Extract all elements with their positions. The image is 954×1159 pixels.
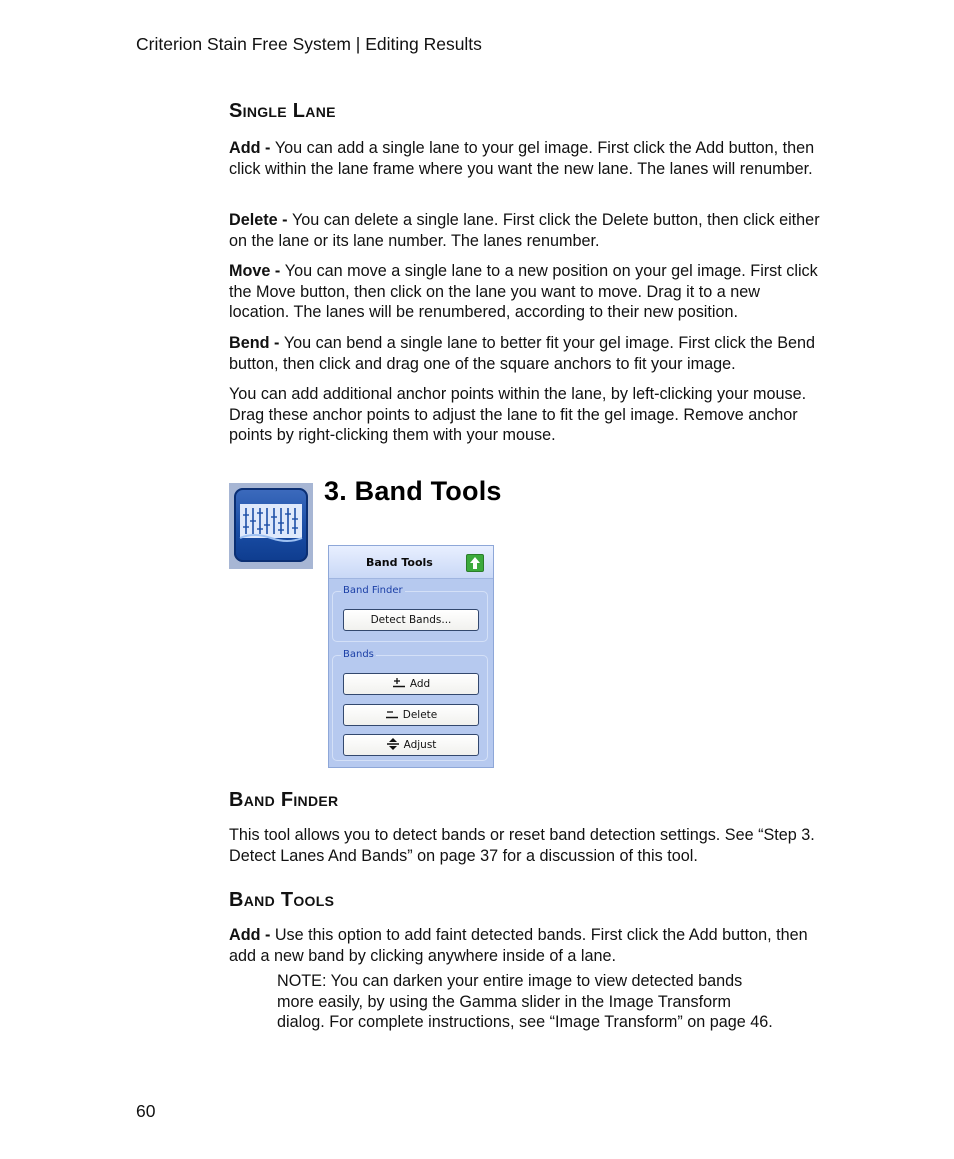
add-band-icon [392, 678, 406, 691]
band-tools-add-paragraph [229, 925, 821, 966]
detect-bands-button[interactable] [343, 609, 479, 631]
band-tools-icon [229, 483, 313, 569]
single-lane-add-paragraph [229, 138, 821, 179]
delete-band-button[interactable] [343, 704, 479, 726]
bands-group-label: Bands [343, 649, 374, 660]
move-description: You can move a single lane to a new position on your gel image. First click the Move button, then click on the lane you want to move. Drag it to a new location. The lanes will be renumbered, according to their new position. [229, 262, 818, 322]
adjust-band-button[interactable] [343, 734, 479, 756]
panel-title: Band Tools [366, 556, 433, 569]
band-sliders-icon [234, 488, 308, 562]
single-lane-move-paragraph [229, 261, 821, 323]
adjust-band-label: Adjust [403, 739, 437, 751]
add-description: You can add a single lane to your gel image. First click the Add button, then click within the lane frame where you want the new lane. The lanes will renumber. [229, 139, 815, 178]
single-lane-bend-paragraph [229, 333, 821, 374]
page-number: 60 [136, 1101, 156, 1121]
gamma-note: NOTE: You can darken your entire image to view detected bands more easily, by using the Gamma slider in the Image Transform dialog. For complete instructions, see “Image Transform” on page 46. [277, 972, 773, 1032]
move-term: Move - [229, 262, 285, 280]
band-tools-panel [328, 545, 494, 768]
arrow-up-icon[interactable] [466, 554, 484, 572]
delete-description: You can delete a single lane. First click the Delete button, then click either on the lane or its lane number. The lanes renumber. [229, 211, 820, 250]
adjust-band-icon [386, 738, 400, 753]
add-band-button[interactable] [343, 673, 479, 695]
band-finder-paragraph: This tool allows you to detect bands or reset band detection settings. See “Step 3. Detect Lanes And Bands” on page 37 for a discussion of this tool. [229, 826, 815, 865]
band-tools-heading: Band Tools [229, 889, 335, 911]
delete-band-label: Delete [402, 709, 438, 721]
band-tools-title: 3. Band Tools [324, 476, 502, 506]
anchor-points-paragraph: You can add additional anchor points within the lane, by left-clicking your mouse. Drag these anchor points to adjust the lane to fit the gel image. Remove anchor points by right-clicking them with your mouse. [229, 385, 807, 445]
delete-band-icon [385, 709, 399, 722]
bend-description: You can bend a single lane to better fit your gel image. First click the Bend button, then click and drag one of the square anchors to fit your image. [229, 334, 816, 373]
band-add-description: Use this option to add faint detected bands. First click the Add button, then add a new band by clicking anywhere inside of a lane. [229, 926, 808, 965]
band-add-term: Add - [229, 926, 275, 944]
detect-bands-label: Detect Bands... [370, 614, 452, 626]
single-lane-delete-paragraph [229, 210, 821, 251]
band-finder-group [332, 585, 488, 642]
band-finder-group-label: Band Finder [343, 585, 403, 596]
panel-header [329, 546, 493, 579]
bands-group [332, 649, 488, 761]
add-band-label: Add [409, 678, 431, 690]
single-lane-heading: Single Lane [229, 100, 336, 122]
add-term: Add - [229, 139, 275, 157]
running-header: Criterion Stain Free System | Editing Results [136, 34, 482, 54]
bend-term: Bend - [229, 334, 284, 352]
band-finder-heading: Band Finder [229, 789, 339, 811]
delete-term: Delete - [229, 211, 292, 229]
